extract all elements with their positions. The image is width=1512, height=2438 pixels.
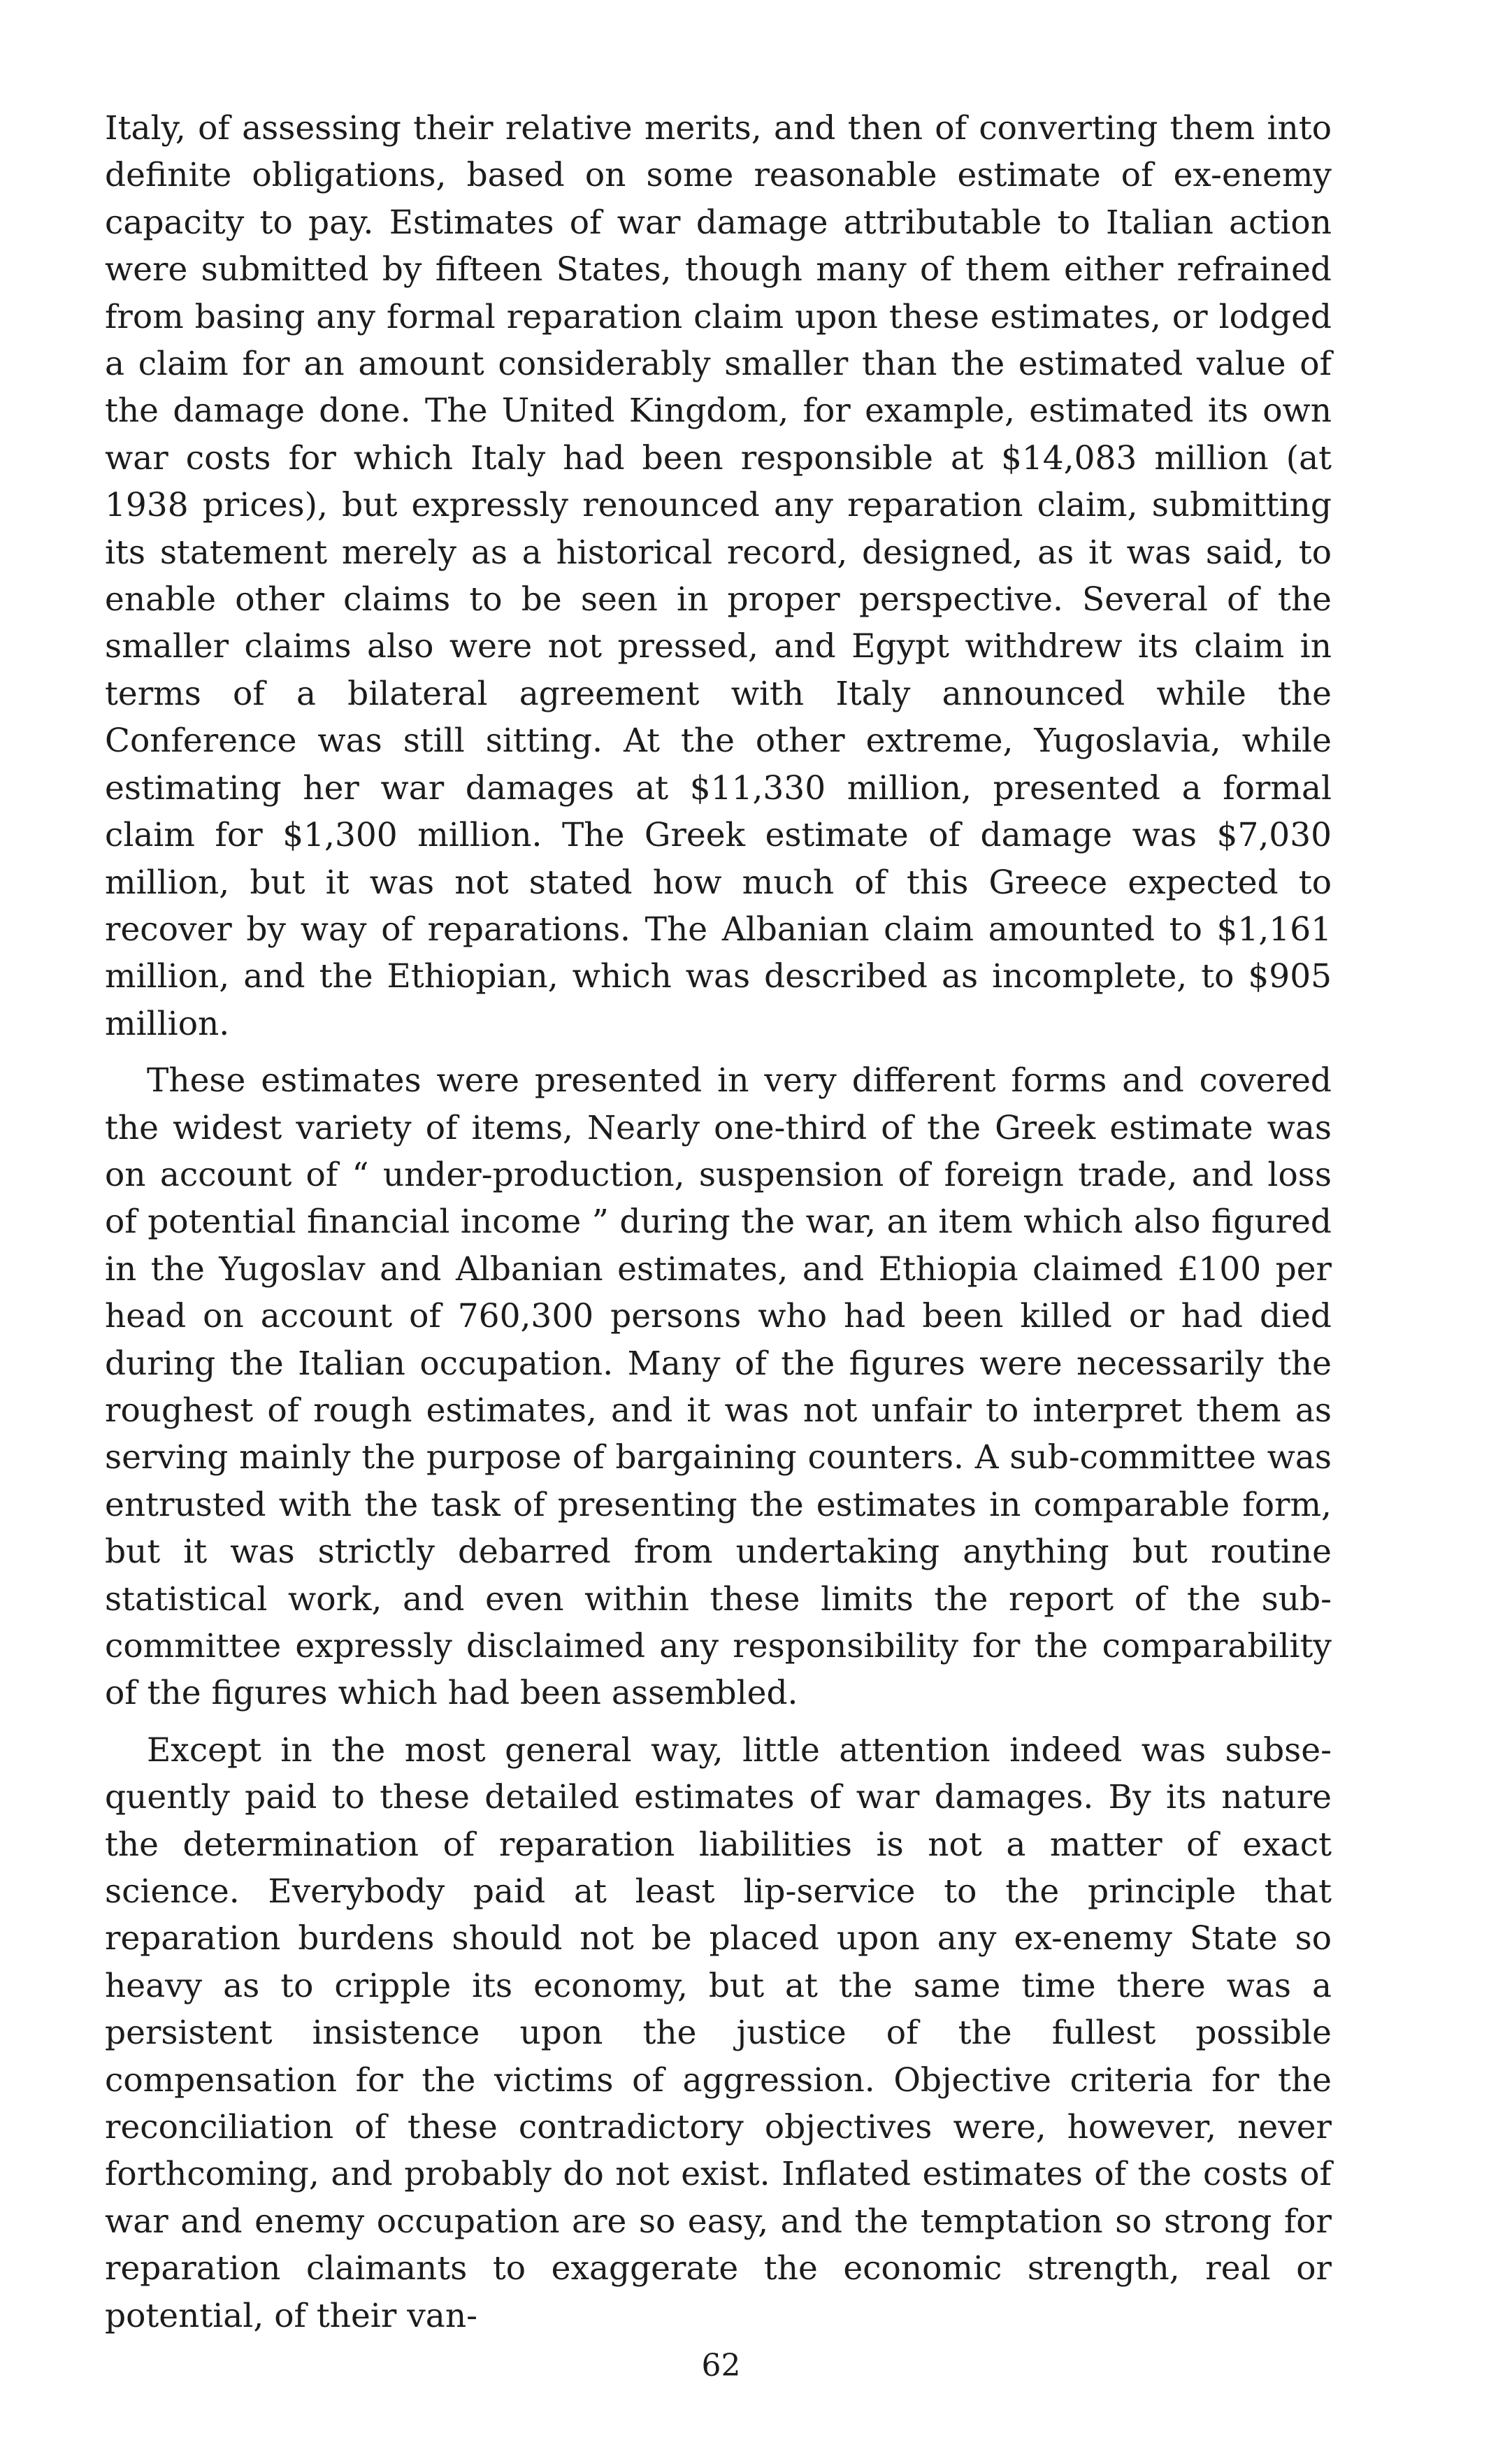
page-body — [105, 105, 1332, 2349]
paragraph-estimates-forms: These estimates were presented in very different forms and covered the widest variety of items, Nearly one-third of the Greek estimate was on account of “ under-production, suspension of foreign trade, and loss of potential financial income ” during the war, an item which also figured in the Yugoslav and Albanian estimates, and Ethiopia claimed £100 per head on account of 760,300 persons who had been killed or had died during the Italian occupation. Many of the figures were necessarily the roughest of rough estimates, and it was not unfair to interpret them as serving mainly the purpose of bargaining counters. A sub-committee was entrusted with the task of presenting the estimates in comparable form, but it was strictly debarred from undertaking anything but routine statistical work, and even within these limits the report of the sub-committee expressly disclaimed any responsibility for the comparability of the figures which had been assembled. — [105, 1061, 1332, 1713]
page-number: 62 — [701, 2348, 741, 2383]
paragraph-continued: Italy, of assessing their relative merits, and then of converting them into definite obligations, based on some reasonable estimate of ex-enemy capacity to pay. Estimates of war damage attributable to Italian action were submitted by fifteen States, though many of them either refrained from basing any formal reparation claim upon these estimates, or lodged a claim for an amount considerably smaller than the estimated value of the damage done. The United Kingdom, for example, estimated its own war costs for which Italy had been responsible at $14,083 million (at 1938 prices), but expressly renounced any reparation claim, submitting its statement merely as a historical record, designed, as it was said, to enable other claims to be seen in proper perspective. Several of the smaller claims also were not pressed, and Egypt withdrew its claim in terms of a bilateral agreement with Italy announced while the Conference was still sitting. At the other extreme, Yugoslavia, while estimating her war damages at $11,330 million, presented a formal claim for $1,300 million. The Greek estimate of damage was $7,030 million, but it was not stated how much of this Greece expected to recover by way of reparations. The Albanian claim amounted to $1,161 million, and the Ethiopian, which was described as incomplete, to $905 million. — [105, 109, 1332, 1043]
paragraph-war-damages-attention: Except in the most general way, little attention indeed was subsequently paid to these detailed estimates of war damages. By its nature the determination of reparation liabilities is not a matter of exact science. Everybody paid at least lip-service to the principle that reparation burdens should not be placed upon any ex-enemy State so heavy as to cripple its economy, but at the same time there was a persistent insistence upon the justice of the fullest possible compensation for the victims of aggression. Objective criteria for the reconciliation of these contradictory objectives were, however, never forthcoming, and probably do not exist. Inflated estimates of the costs of war and enemy occupation are so easy, and the temptation so strong for reparation claimants to exaggerate the economic strength, real or potential, of their van- — [105, 1730, 1332, 2335]
